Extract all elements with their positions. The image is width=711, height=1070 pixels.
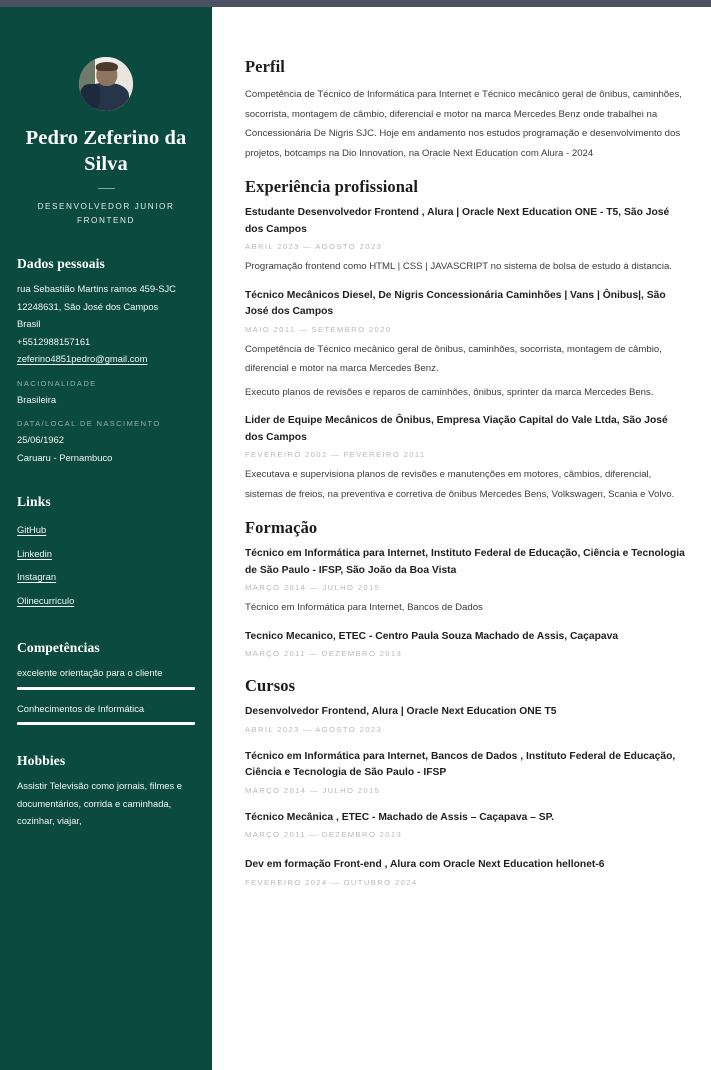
courses-heading: Cursos — [245, 676, 296, 695]
entry-description: Executava e supervisiona planos de revisões e manutenções em motores, câmbios, diferencial, sistemas de freios, na preventiva e corretiva de ônibus Mercedes Bens, Volkswagen, Scania e Volvo. — [245, 469, 675, 500]
section-hobbies — [17, 753, 195, 830]
section-education — [245, 518, 686, 662]
country: Brasil — [17, 318, 41, 329]
section-skills — [17, 640, 195, 725]
entry-description: Técnico em Informática para Internet, Bancos de Dados — [245, 602, 483, 613]
skill-label: Conhecimentos de Informática — [17, 702, 145, 714]
course-entry — [245, 810, 686, 844]
address-line-2: 12248631, São José dos Campos — [17, 300, 159, 312]
birth-label: DATA/LOCAL DE NASCIMENTO — [17, 419, 161, 428]
entry-date: MARÇO 2011 — DEZEMBRO 2013 — [245, 830, 403, 839]
skill-item — [17, 664, 195, 690]
experience-heading: Experiência profissional — [245, 177, 419, 196]
name-divider — [98, 188, 115, 189]
experience-entry — [245, 413, 686, 504]
entry-title: Tecnico Mecanico, ETEC - Centro Paula Souza Machado de Assis, Caçapava — [245, 630, 619, 642]
education-entry — [245, 546, 686, 618]
hobbies-text: Assistir Televisão como jornais, filmes e documentários, corrida e caminhada, cozinhar, viajar, — [17, 780, 182, 826]
experience-entry — [245, 288, 686, 403]
course-entry — [245, 857, 686, 891]
skill-label: excelente orientação para o cliente — [17, 667, 163, 678]
nationality-value: Brasileira — [17, 393, 57, 405]
link-linkedin[interactable]: Linkedin — [17, 547, 52, 559]
section-personal-data — [17, 256, 195, 466]
email-link[interactable]: zeferino4851pedro@gmail.com — [17, 353, 148, 364]
entry-description: Competência de Técnico mecânico geral de ônibus, caminhões, socorrista, montagem de câmbio, diferencial e motor na marca Mercedes Benz. — [245, 343, 662, 374]
phone-number: +5512988157161 — [17, 335, 91, 347]
entry-description: Programação frontend como HTML | CSS | JAVASCRIPT no sistema de bolsa de estudo à distancia. — [245, 261, 672, 272]
entry-description: Executo planos de revisões e reparos de caminhões, ônibus, sprinter da marca Mercedes Bens. — [245, 386, 654, 398]
entry-date: FEVEREIRO 2024 — OUTUBRO 2024 — [245, 877, 418, 887]
entry-date: ABRIL 2023 — AGOSTO 2023 — [245, 242, 383, 251]
skills-heading: Competências — [17, 640, 100, 655]
sidebar — [0, 7, 212, 1070]
link-online-curriculum[interactable]: Olinecurriculo — [17, 594, 75, 606]
section-links — [17, 494, 195, 612]
resume-document — [0, 7, 711, 1070]
entry-date: MARÇO 2014 — JULHO 2015 — [245, 785, 381, 795]
address-line-1: rua Sebastião Martins ramos 459-SJC — [17, 283, 176, 294]
entry-title: Técnico em Informática para Internet, Instituto Federal de Educação, Ciência e Tecnologia de São Paulo - IFSP, São João da Boa Vista — [245, 548, 685, 576]
birth-date: 25/06/1962 — [17, 434, 64, 445]
entry-title: Técnico Mecânica , ETEC - Machado de Assis – Caçapava – SP. — [245, 811, 555, 823]
entry-date: MAIO 2011 — SETEMBRO 2020 — [245, 324, 392, 334]
entry-title: Desenvolvedor Frontend, Alura | Oracle Next Education ONE T5 — [245, 706, 557, 717]
entry-title: Dev em formação Front-end , Alura com Oracle Next Education hellonet-6 — [245, 859, 605, 870]
section-courses — [245, 676, 686, 891]
link-github[interactable]: GitHub — [17, 524, 47, 535]
window-chrome-bar — [0, 0, 711, 7]
course-entry — [245, 704, 686, 738]
links-list — [17, 518, 195, 612]
experience-entry — [245, 205, 686, 277]
entry-title: Lider de Equipe Mecânicos de Ônibus, Empresa Viação Capital do Vale Ltda, São José dos Campos — [245, 415, 668, 443]
course-entry — [245, 749, 686, 799]
avatar-container — [17, 57, 195, 111]
profile-heading: Perfil — [245, 57, 285, 76]
section-profile — [245, 57, 686, 163]
education-entry — [245, 629, 686, 663]
avatar — [79, 57, 133, 111]
entry-title: Técnico em Informática para Internet, Bancos de Dados , Instituto Federal de Educação, Ciência e Tecnologia de São Paulo - IFSP — [245, 750, 676, 778]
profile-text: Competência de Técnico de Informática para Internet e Técnico mecânico geral de ônibus, caminhões, socorrista, montagem de câmbio, diferencial e motor na marca Mercedes Benz onde trabalhei na Concessionária De Nigris SJC. Hoje em andamento nos estudos programação e desenvolvimento dos projetos, botcamps na Dio Innovation, na Oracle Next Education com Alura - 2024 — [245, 89, 682, 159]
link-instagram[interactable]: Instagran — [17, 571, 57, 582]
skill-level-bar — [17, 687, 195, 690]
main-content — [212, 7, 711, 1070]
entry-date: ABRIL 2023 — AGOSTO 2023 — [245, 724, 383, 734]
job-title: DESENVOLVEDOR JUNIOR FRONTEND — [37, 202, 175, 225]
entry-title: Estudante Desenvolvedor Frontend , Alura | Oracle Next Education ONE - T5, São José dos Campos — [245, 207, 670, 235]
entry-date: MARÇO 2011 — DEZEMBRO 2013 — [245, 649, 403, 658]
birth-place: Caruaru - Pernambuco — [17, 451, 113, 463]
nationality-label: NACIONALIDADE — [17, 378, 97, 388]
entry-title: Técnico Mecânicos Diesel, De Nigris Concessionária Caminhões | Vans | Ônibus|, São José dos Campos — [245, 289, 666, 317]
education-heading: Formação — [245, 518, 318, 537]
entry-date: FEVEREIRO 2002 — FEVEREIRO 2011 — [245, 450, 426, 459]
hobbies-heading: Hobbies — [17, 753, 66, 768]
links-heading: Links — [17, 494, 51, 509]
person-name: Pedro Zeferino da Silva — [25, 127, 187, 175]
personal-data-heading: Dados pessoais — [17, 256, 105, 271]
skill-level-bar — [17, 722, 195, 725]
skill-item — [17, 700, 195, 726]
entry-date: MARÇO 2014 — JULHO 2015 — [245, 583, 381, 592]
section-experience — [245, 177, 686, 504]
